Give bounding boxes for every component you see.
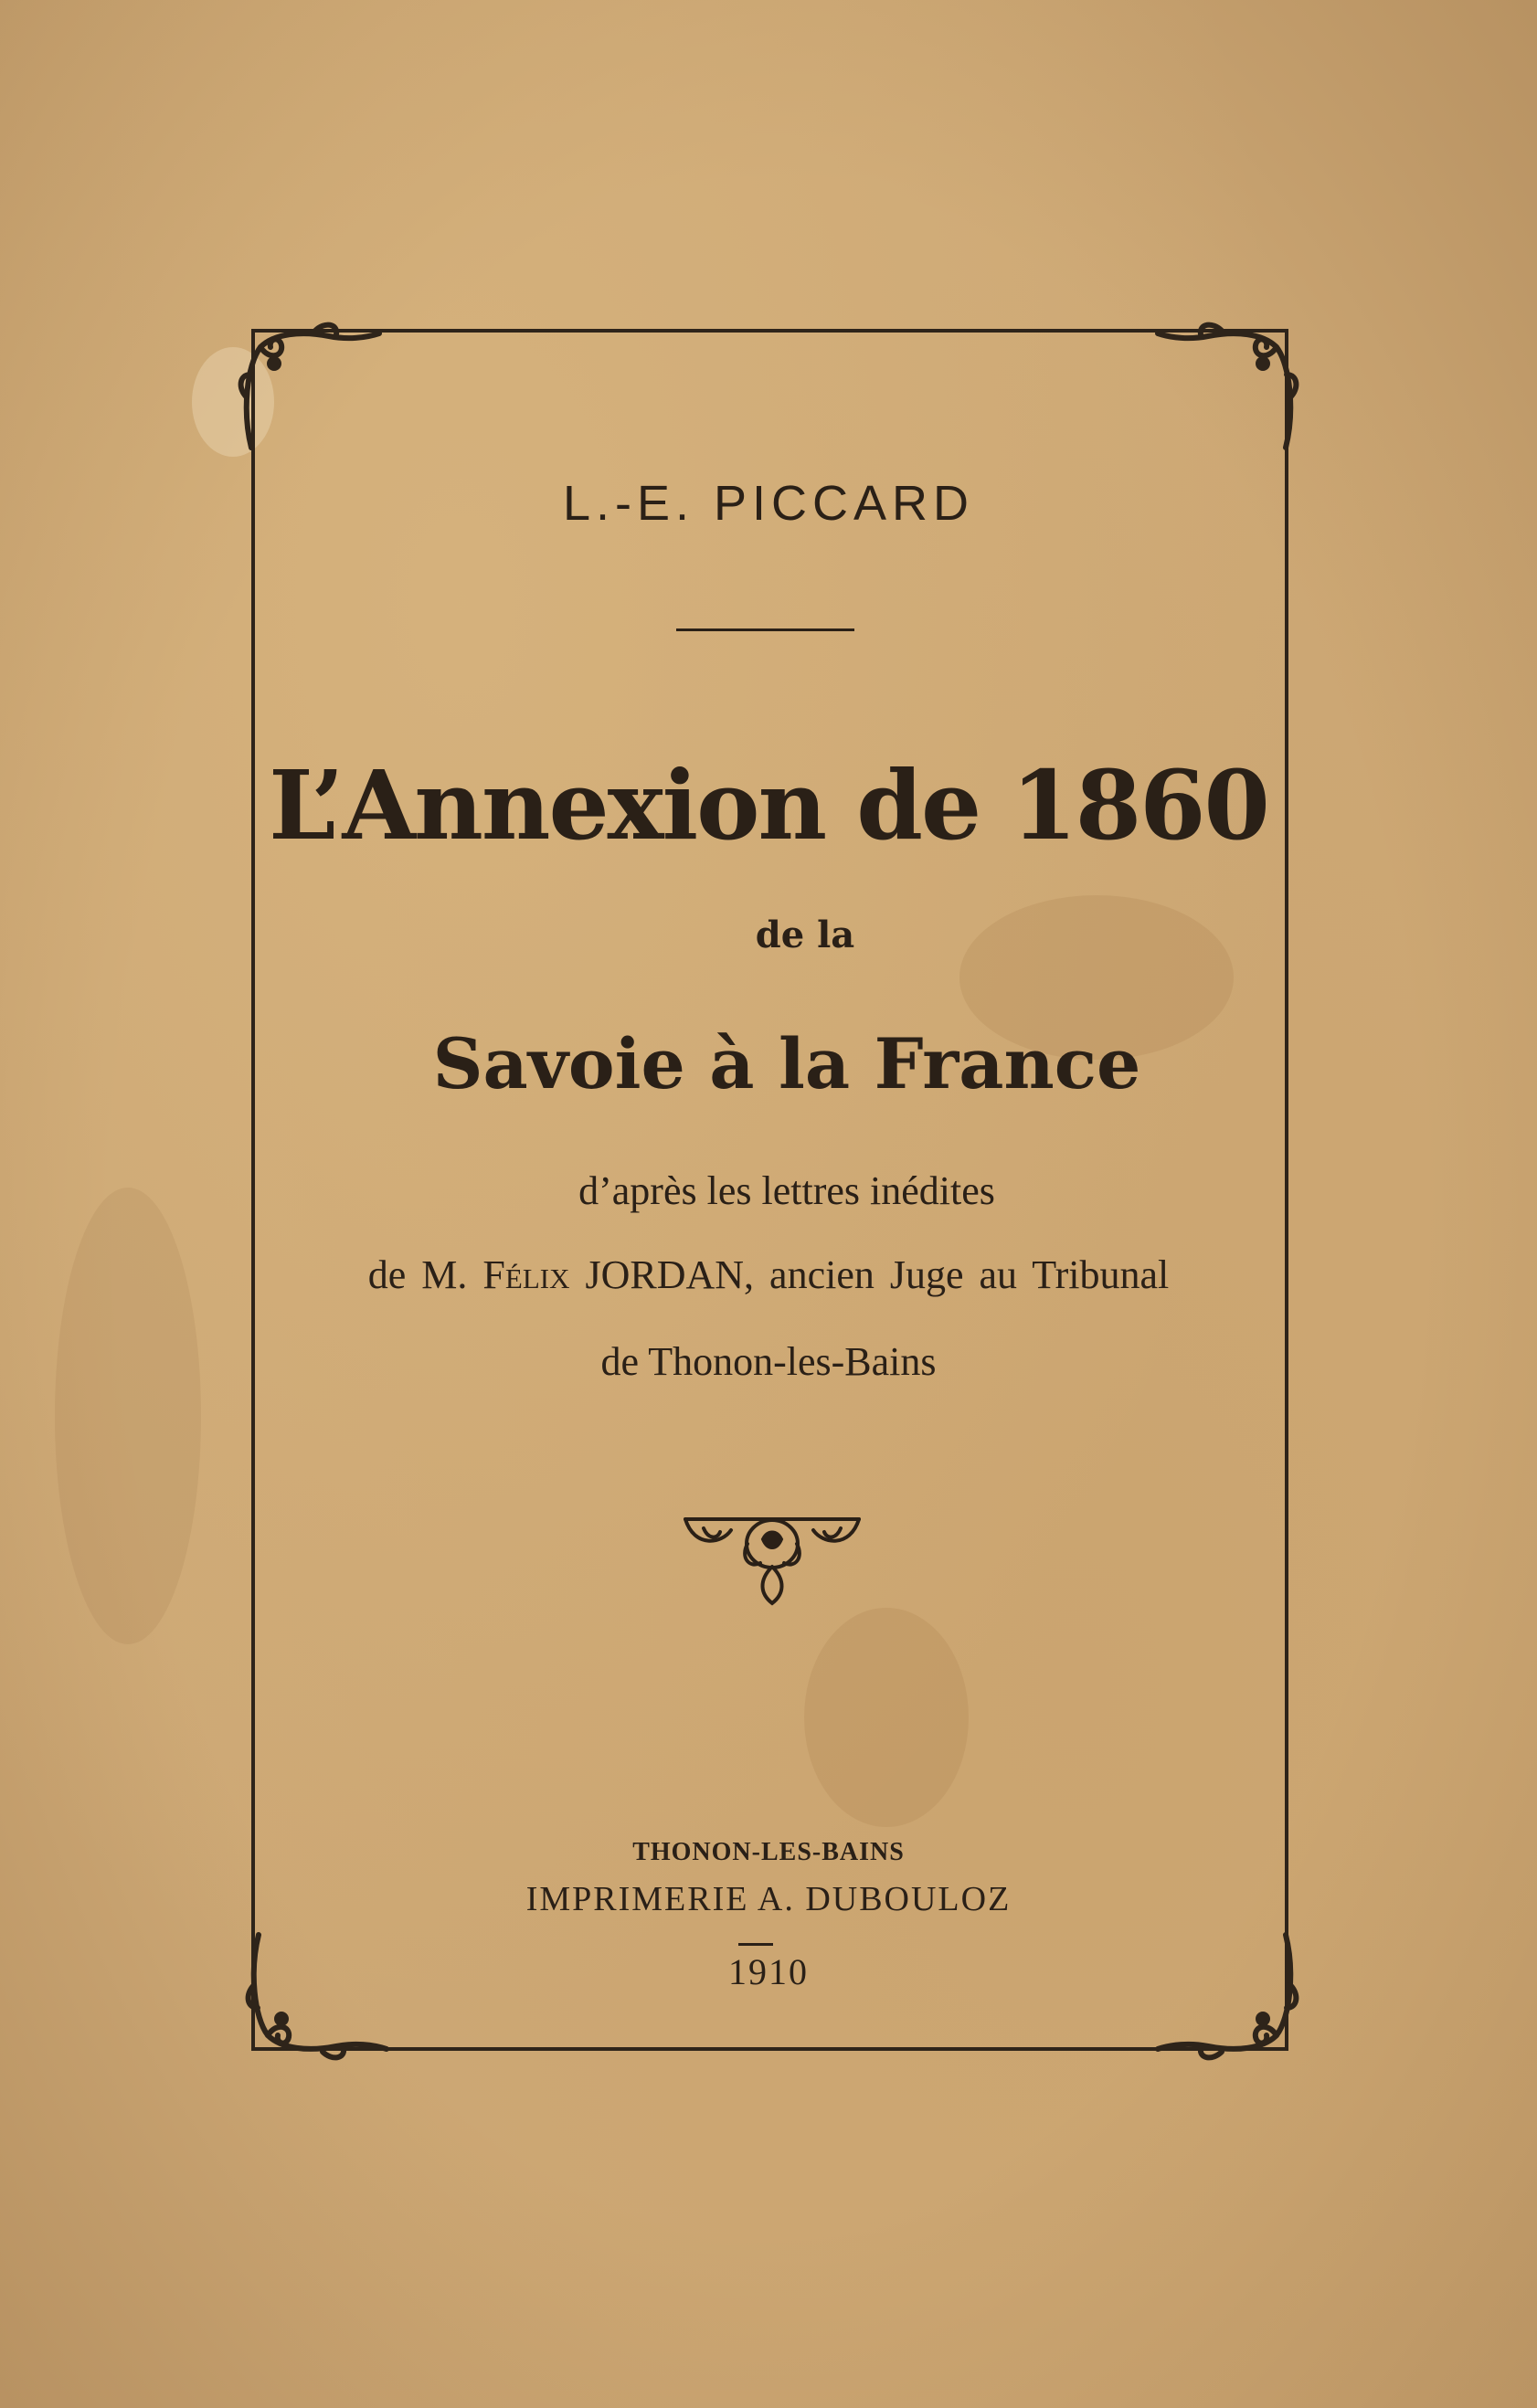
publisher-name: IMPRIMERIE A. DUBOULOZ <box>525 1880 1012 1918</box>
title-line-2: Savoie à la France <box>432 1023 1141 1104</box>
author-name: L.-E. PICCARD <box>562 476 975 531</box>
title-line-1: L’Annexion de 1860 <box>269 749 1268 861</box>
subtitle-suffix: JORDAN, ancien Juge au Tribunal <box>585 1252 1170 1297</box>
floral-vignette-icon <box>676 1503 868 1608</box>
scroll-corner-icon <box>1153 1917 1309 2072</box>
scroll-corner-icon <box>1153 311 1309 466</box>
scroll-corner-icon <box>228 311 384 466</box>
divider-rule <box>676 628 854 631</box>
publication-year: 1910 <box>728 1951 809 1992</box>
title-connector: de la <box>755 914 855 956</box>
subtitle-line-2 <box>0 1252 1537 1298</box>
publisher-city: THONON-LES-BAINS <box>632 1838 905 1866</box>
scroll-corner-icon <box>236 1917 391 2072</box>
subtitle-line-3: de Thonon-les-Bains <box>600 1339 937 1384</box>
subtitle-line-1: d’après les lettres inédites <box>578 1168 995 1213</box>
subtitle-prefix: de M. <box>367 1252 483 1297</box>
year-rule <box>738 1943 773 1946</box>
subtitle-first-name: Félix <box>482 1252 570 1297</box>
